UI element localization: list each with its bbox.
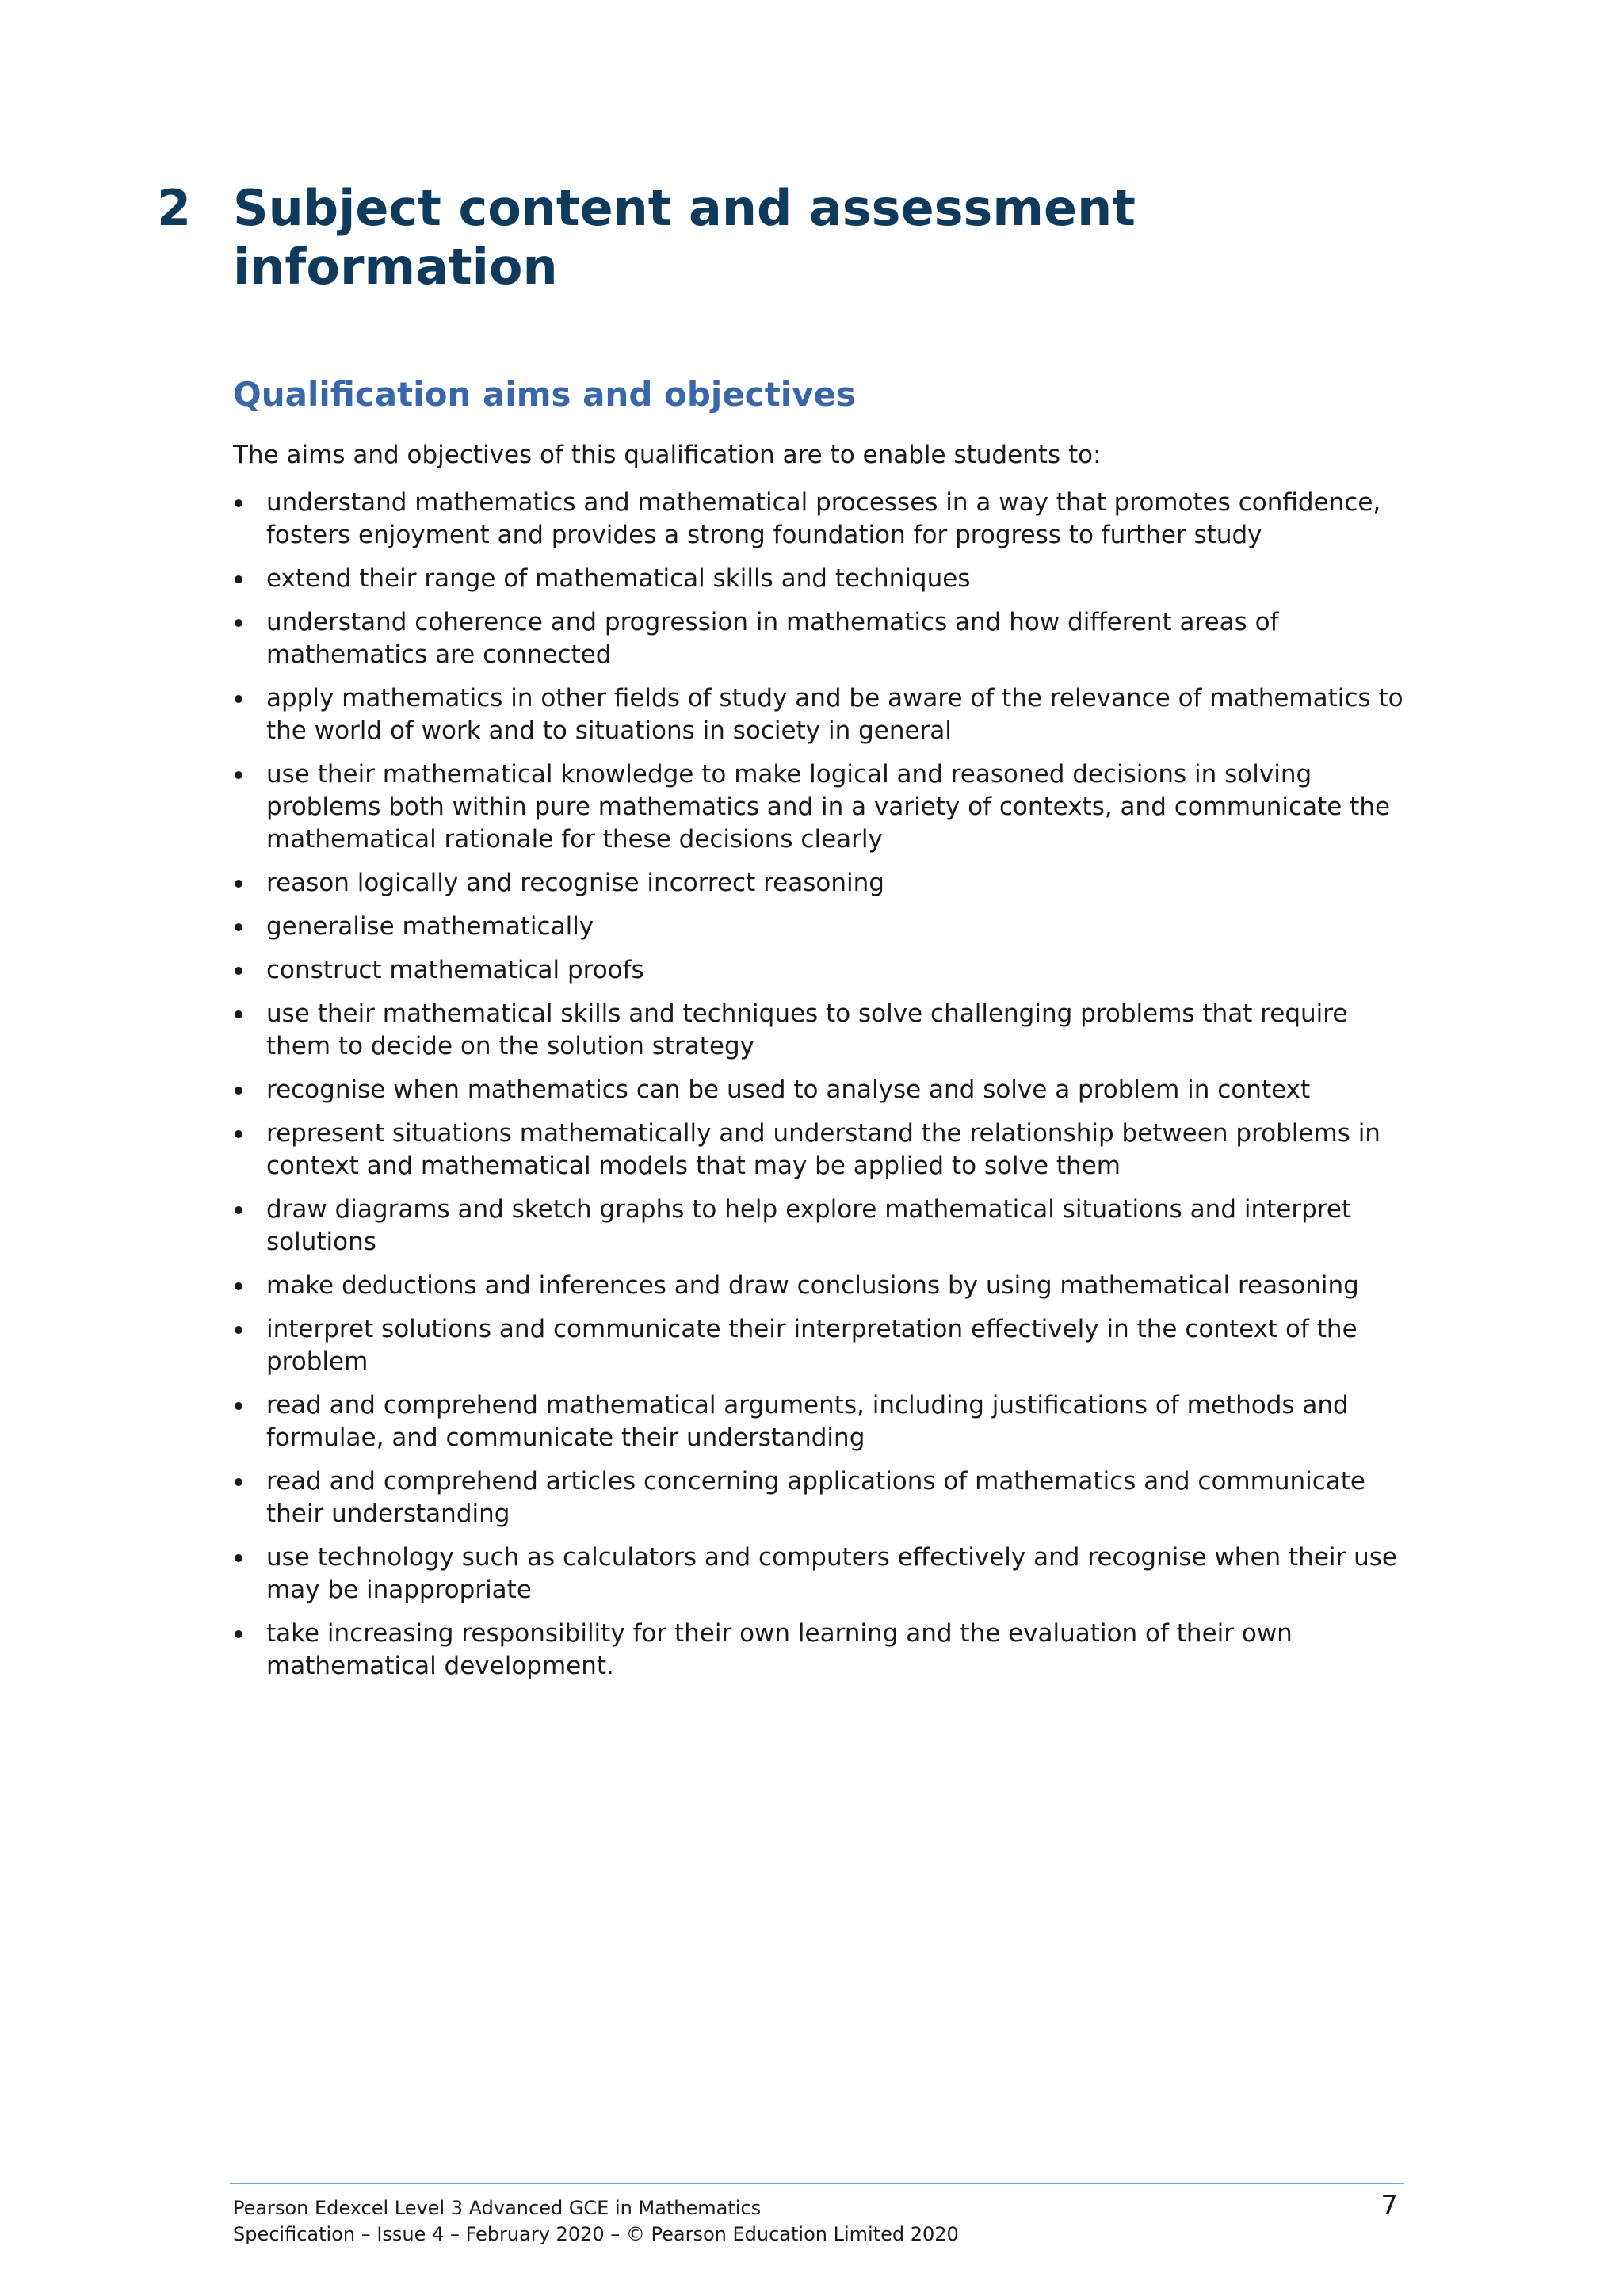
bullet-icon (235, 1402, 242, 1410)
bullet-icon (235, 1130, 242, 1138)
aim-item (233, 487, 1414, 552)
aim-text: read and comprehend articles concerning applications of mathematics and communicate their understanding (266, 1467, 1365, 1528)
bullet-icon (235, 619, 242, 627)
bullet-icon (235, 1010, 242, 1018)
bullet-icon (235, 1087, 242, 1095)
chapter-title: Subject content and assessment information (233, 179, 1136, 296)
aim-text: construct mathematical proofs (266, 956, 644, 984)
footer-divider (230, 2183, 1404, 2184)
aim-item (233, 867, 1414, 900)
aim-item (233, 758, 1414, 856)
aim-item (233, 1074, 1414, 1106)
aim-item (233, 998, 1414, 1063)
aim-item (233, 1465, 1414, 1530)
bullet-icon (235, 1206, 242, 1214)
aim-item (233, 1270, 1414, 1302)
aim-item (233, 1194, 1414, 1259)
aim-item (233, 1389, 1414, 1454)
aim-item (233, 606, 1414, 671)
aim-text: represent situations mathematically and understand the relationship between problems in context and mathematical models that may be applied to solve them (266, 1119, 1381, 1180)
page-number: 7 (1381, 2190, 1398, 2222)
chapter-number: 2 (157, 179, 192, 237)
aim-item (233, 1541, 1414, 1606)
bullet-icon (235, 771, 242, 779)
aim-text: read and comprehend mathematical arguments, including justifications of methods and formulae, and communicate their understanding (266, 1391, 1349, 1452)
aim-item (233, 911, 1414, 943)
bullet-icon (235, 695, 242, 703)
bullet-icon (235, 1478, 242, 1486)
aim-text: apply mathematics in other fields of study and be aware of the relevance of mathematics to the world of work and to situations in society in general (266, 684, 1403, 745)
aim-text: understand coherence and progression in mathematics and how different areas of mathematics are connected (266, 608, 1279, 669)
footer-specification: Specification – Issue 4 – February 2020 – © Pearson Education Limited 2020 (233, 2223, 959, 2245)
bullet-icon (235, 923, 242, 931)
aim-text: extend their range of mathematical skills and techniques (266, 564, 971, 593)
aim-text: recognise when mathematics can be used to analyse and solve a problem in context (266, 1075, 1311, 1104)
aim-item (233, 1313, 1414, 1378)
chapter-heading (157, 179, 1346, 296)
aim-item (233, 682, 1414, 747)
bullet-icon (235, 880, 242, 888)
bullet-icon (235, 499, 242, 507)
footer-qualification: Pearson Edexcel Level 3 Advanced GCE in Mathematics (233, 2197, 762, 2219)
aim-text: use their mathematical skills and techniques to solve challenging problems that require them to decide on the solution strategy (266, 999, 1348, 1060)
bullet-icon (235, 1554, 242, 1562)
aims-list (233, 487, 1414, 1694)
aim-item (233, 1618, 1414, 1683)
aim-text: reason logically and recognise incorrect reasoning (266, 869, 884, 897)
bullet-icon (235, 575, 242, 583)
bullet-icon (235, 967, 242, 975)
intro-text: The aims and objectives of this qualification are to enable students to: (233, 441, 1102, 469)
aim-text: draw diagrams and sketch graphs to help explore mathematical situations and interpret solutions (266, 1195, 1352, 1256)
bullet-icon (235, 1282, 242, 1290)
aim-item (233, 1117, 1414, 1182)
aim-item (233, 954, 1414, 987)
section-heading: Qualification aims and objectives (233, 375, 857, 414)
aim-text: take increasing responsibility for their own learning and the evaluation of their own mathematical development. (266, 1619, 1293, 1680)
bullet-icon (235, 1630, 242, 1638)
bullet-icon (235, 1326, 242, 1334)
aim-text: generalise mathematically (266, 912, 594, 941)
aim-text: make deductions and inferences and draw conclusions by using mathematical reasoning (266, 1271, 1359, 1300)
aim-text: use technology such as calculators and computers effectively and recognise when their use may be inappropriate (266, 1543, 1397, 1604)
aim-text: understand mathematics and mathematical processes in a way that promotes confidence, fosters enjoyment and provides a strong foundation for progress to further study (266, 488, 1381, 549)
aim-text: use their mathematical knowledge to make logical and reasoned decisions in solving problems both within pure mathematics and in a variety of contexts, and communicate the mathematical rationale for these decisions clearly (266, 760, 1391, 854)
aim-item (233, 563, 1414, 595)
aim-text: interpret solutions and communicate their interpretation effectively in the context of the problem (266, 1315, 1358, 1376)
